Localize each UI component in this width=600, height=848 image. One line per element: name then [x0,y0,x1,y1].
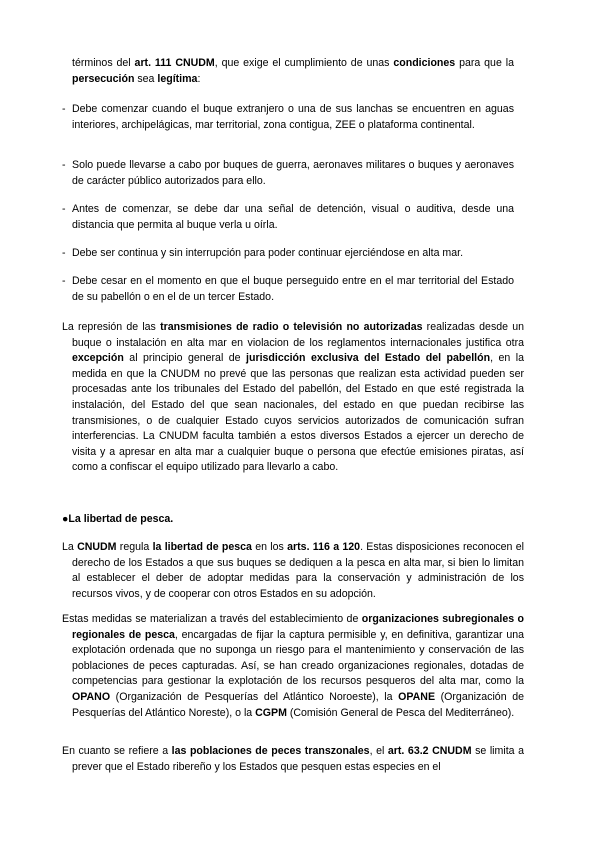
condition-text: Debe cesar en el momento en que el buque perseguido entre en el mar territorial del Estado de su pabellón o en el de un tercer Estado. [72,275,514,303]
condition-item-5 [62,274,514,305]
text-run: , en la medida en que la CNUDM no prevé que las personas que realizan esta actividad pueden ser procesadas ante los tribunales del Estado del pabellón, del Estado en que esté registrada la instalación, del Estado del que sean nacionales, del estado en que puedan recibirse las transmisiones, o de cualquier Estado cuyos servicios autorizados de comunicación sufran interferencias. La CNUDM faculta también a estos diversos Estados a ejercer un derecho de visita y a apresar en alta mar a cualquier buque o persona que efectúe emisiones piratas, así como a confiscar el equipo utilizado para llevarlo a cabo. [72,352,524,474]
bold-run: arts. 116 a 120 [287,541,361,553]
bold-run: legítima [157,72,198,85]
text-run: (Organización de Pesquerías del Atlántico Noreste), o la [72,690,524,719]
text-run: (Organización de Pesquerías del Atlántico Noroeste), la [110,690,399,703]
text-run: realizadas desde un buque o instalación en alta mar en violacion de los reglamentos internacionales justifica otra [72,321,525,349]
condition-text: Debe ser continua y sin interrupción para poder continuar ejerciéndose en alta mar. [72,247,464,259]
text-run: La [62,541,78,553]
bold-run: organizaciones subregionales o regionales de pesca [72,613,524,641]
bold-run: transmisiones de radio o televisión no autorizadas [160,321,423,333]
bold-run: jurisdicción exclusiva del Estado del pabellón [246,352,491,365]
bold-run: excepción [72,352,124,365]
text-run: sea [134,72,158,85]
condition-text: Debe comenzar cuando el buque extranjero o una de sus lanchas se encuentren en aguas interiores, archipelágicas, mar territorial, zona contigua, ZEE o plataforma continental. [72,103,514,131]
text-run: Estas medidas se materializan a través del establecimiento de [62,613,362,625]
bold-run: art. 111 CNUDM [134,57,215,69]
bold-run: la libertad de pesca [152,541,252,553]
condition-text: Solo puede llevarse a cabo por buques de guerra, aeronaves militares o buques y aeronaves de carácter público autorizados para ello. [72,159,514,187]
text-run: regula [116,541,153,553]
dash-marker: - [62,159,66,171]
transzonales-paragraph [62,744,524,775]
bold-run: art. 63.2 CNUDM [387,745,472,757]
text-run: en los [251,541,288,553]
text-run: , encargadas de fijar la captura permisible y, en definitiva, garantizar una explotación ordenada que no suponga un riesgo para el mantenimiento y conservación de las poblaciones de peces capturadas. Así, se han creado organizaciones regionales, dotadas de competencias para gestionar la explotación de los recursos pesqueros del alta mar, como la [72,628,524,688]
text-run: , el [369,745,388,757]
dash-marker: - [62,247,66,259]
bold-run: las poblaciones de peces transzonales [171,745,370,757]
section-heading: ●La libertad de pesca. [62,513,174,525]
bold-run: CGPM [255,706,287,719]
bold-run: OPANE [398,690,436,703]
bold-run: CNUDM [77,541,117,553]
pesca-paragraph-1 [62,540,524,602]
text-run: En cuanto se refiere a [62,745,172,757]
bold-run: persecución [72,72,135,85]
pesca-paragraph-2 [62,612,524,721]
condition-item-4 [62,246,514,262]
dash-marker: - [62,203,66,215]
bold-run: OPANO [72,690,111,703]
text-run: La represión de las [62,321,161,333]
bold-run: condiciones [393,57,456,69]
dash-marker: - [62,275,66,287]
condition-item-1 [62,102,514,133]
text-run: al principio general de [123,352,247,365]
dash-marker: - [62,103,66,115]
condition-item-2 [62,158,514,189]
text-run: : [197,72,201,85]
intro-paragraph [72,56,514,87]
text-run: , que exige el cumplimiento de unas [214,57,394,69]
text-run: para que la [455,57,514,69]
condition-text: Antes de comenzar, se debe dar una señal de detención, visual o auditiva, desde una distancia que permita al buque verla u oírla. [72,203,514,231]
text-run: se limita a prever que el Estado ribereño y los Estados que pesquen estas especies en el [72,745,524,773]
text-run: términos del [72,57,135,69]
condition-item-3 [62,202,514,233]
radio-paragraph [62,320,524,476]
text-run: (Comisión General de Pesca del Mediterráneo). [286,706,515,719]
text-run: . Estas disposiciones reconocen el derecho de los Estados a que sus buques se dediquen a la pesca en alta mar, si bien lo limitan al establecer el deber de adoptar medidas para la conservación y administración de los recursos vivos, y de cooperar con otros Estados en su adopción. [72,541,524,600]
